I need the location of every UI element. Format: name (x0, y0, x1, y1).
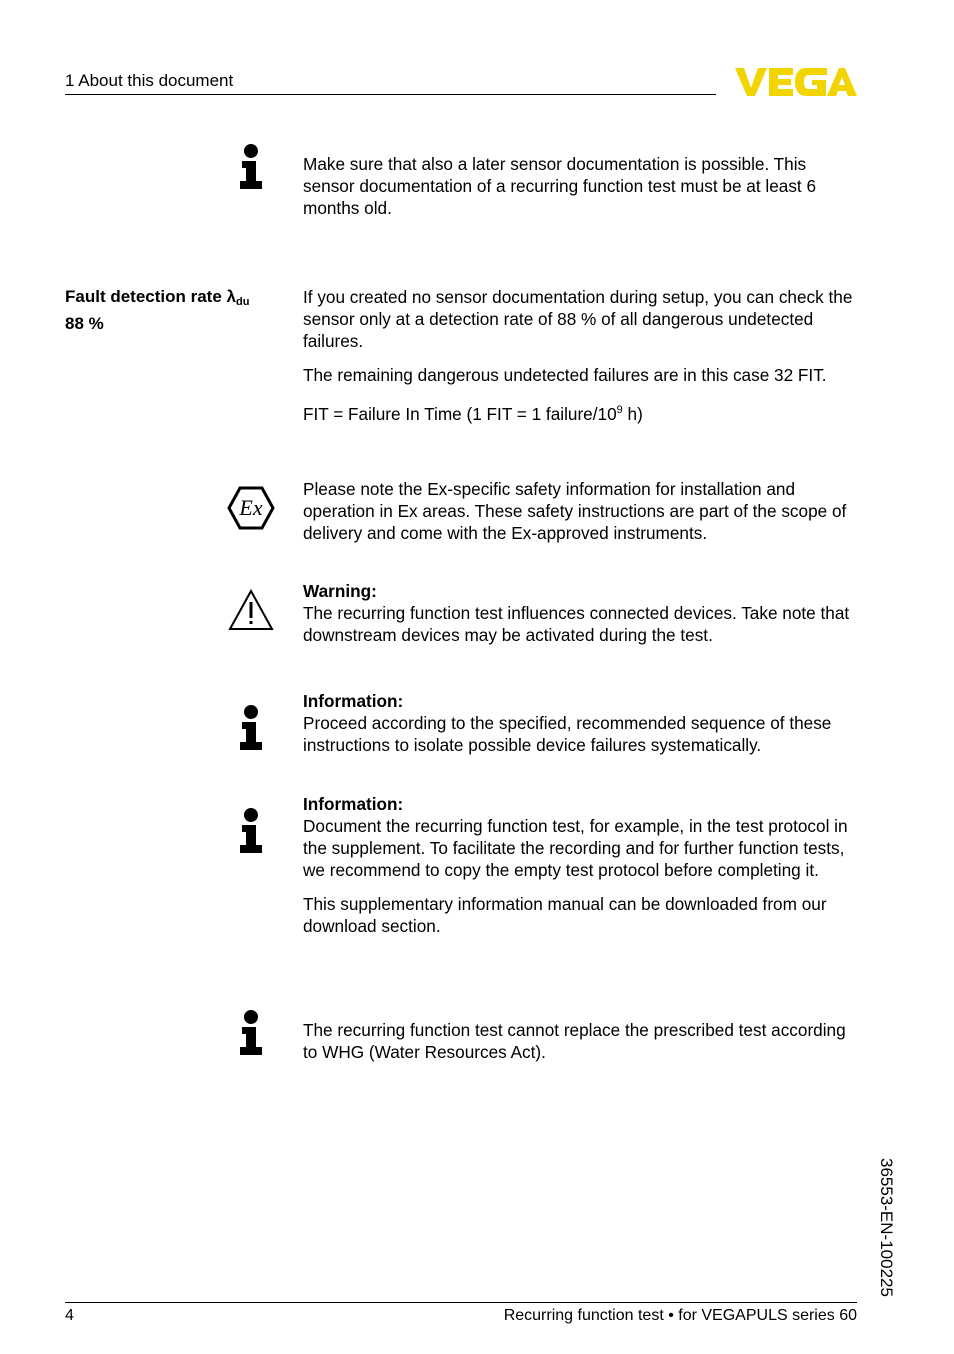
footer-document-title: Recurring function test • for VEGAPULS series 60 (503, 1307, 857, 1324)
info-whg-paragraph: The recurring function test cannot replace the prescribed test according to WHG (Water Resources Act). (303, 1020, 846, 1062)
fit-exponent: 9 (616, 404, 623, 416)
info-document-paragraph-2: This supplementary information manual can be downloaded from our download section. (303, 894, 827, 936)
document-code: 36553-EN-100225 (877, 1158, 896, 1297)
info-icon (228, 143, 274, 191)
fault-detection-p3 (303, 399, 859, 425)
fault-detection-label (65, 286, 249, 335)
header-divider (65, 94, 716, 95)
fault-detection-p1: If you created no sensor documentation during setup, you can check the sensor only at a detection rate of 88 % of all dangerous undetected failures. (303, 287, 853, 351)
warning-paragraph: The recurring function test influences connected devices. Take note that downstream devices may be activated during the test. (303, 603, 850, 645)
fault-detection-label-sub: du (235, 296, 250, 308)
page-number: 4 (65, 1307, 74, 1324)
fit-definition-prefix: FIT = Failure In Time (1 FIT = 1 failure/10 (303, 404, 617, 424)
info-icon (228, 704, 274, 752)
info-sensor-doc-paragraph: Make sure that also a later sensor documentation is possible. This sensor documentation of a recurring function test must be at least 6 months old. (303, 154, 817, 218)
vega-logo (735, 66, 857, 98)
info-icon (228, 807, 274, 855)
fault-detection-text (303, 286, 859, 425)
warning-title: Warning: (303, 581, 377, 601)
info-whg-text (303, 1019, 859, 1063)
warning-text (303, 580, 859, 646)
info-document-text (303, 793, 859, 937)
fit-definition-suffix: h) (622, 404, 643, 424)
footer-divider (65, 1302, 857, 1303)
fault-detection-p2: The remaining dangerous undetected failures are in this case 32 FIT. (303, 365, 827, 385)
fault-detection-label-value: 88 % (65, 314, 104, 333)
header-section-title: 1 About this document (65, 71, 234, 90)
fault-detection-label-main: Fault detection rate λ (65, 287, 236, 306)
warning-icon (228, 588, 274, 632)
info-document-title: Information: (303, 794, 404, 814)
info-sequence-text (303, 690, 859, 756)
info-sensor-doc-text (303, 153, 859, 219)
info-sequence-title: Information: (303, 691, 404, 711)
ex-note-text (303, 478, 859, 544)
info-document-paragraph: Document the recurring function test, for example, in the test protocol in the supplement. To facilitate the recording and for further function tests, we recommend to copy the empty test protocol before completing it. (303, 816, 848, 880)
info-icon (228, 1009, 274, 1057)
info-sequence-paragraph: Proceed according to the specified, recommended sequence of these instructions to isolate possible device failures systematically. (303, 713, 832, 755)
ex-note-paragraph: Please note the Ex-specific safety information for installation and operation in Ex areas. These safety instructions are part of the scope of delivery and come with the Ex-approved instruments. (303, 479, 847, 543)
ex-icon (227, 485, 275, 531)
svg-text:Ex: Ex (239, 495, 263, 520)
